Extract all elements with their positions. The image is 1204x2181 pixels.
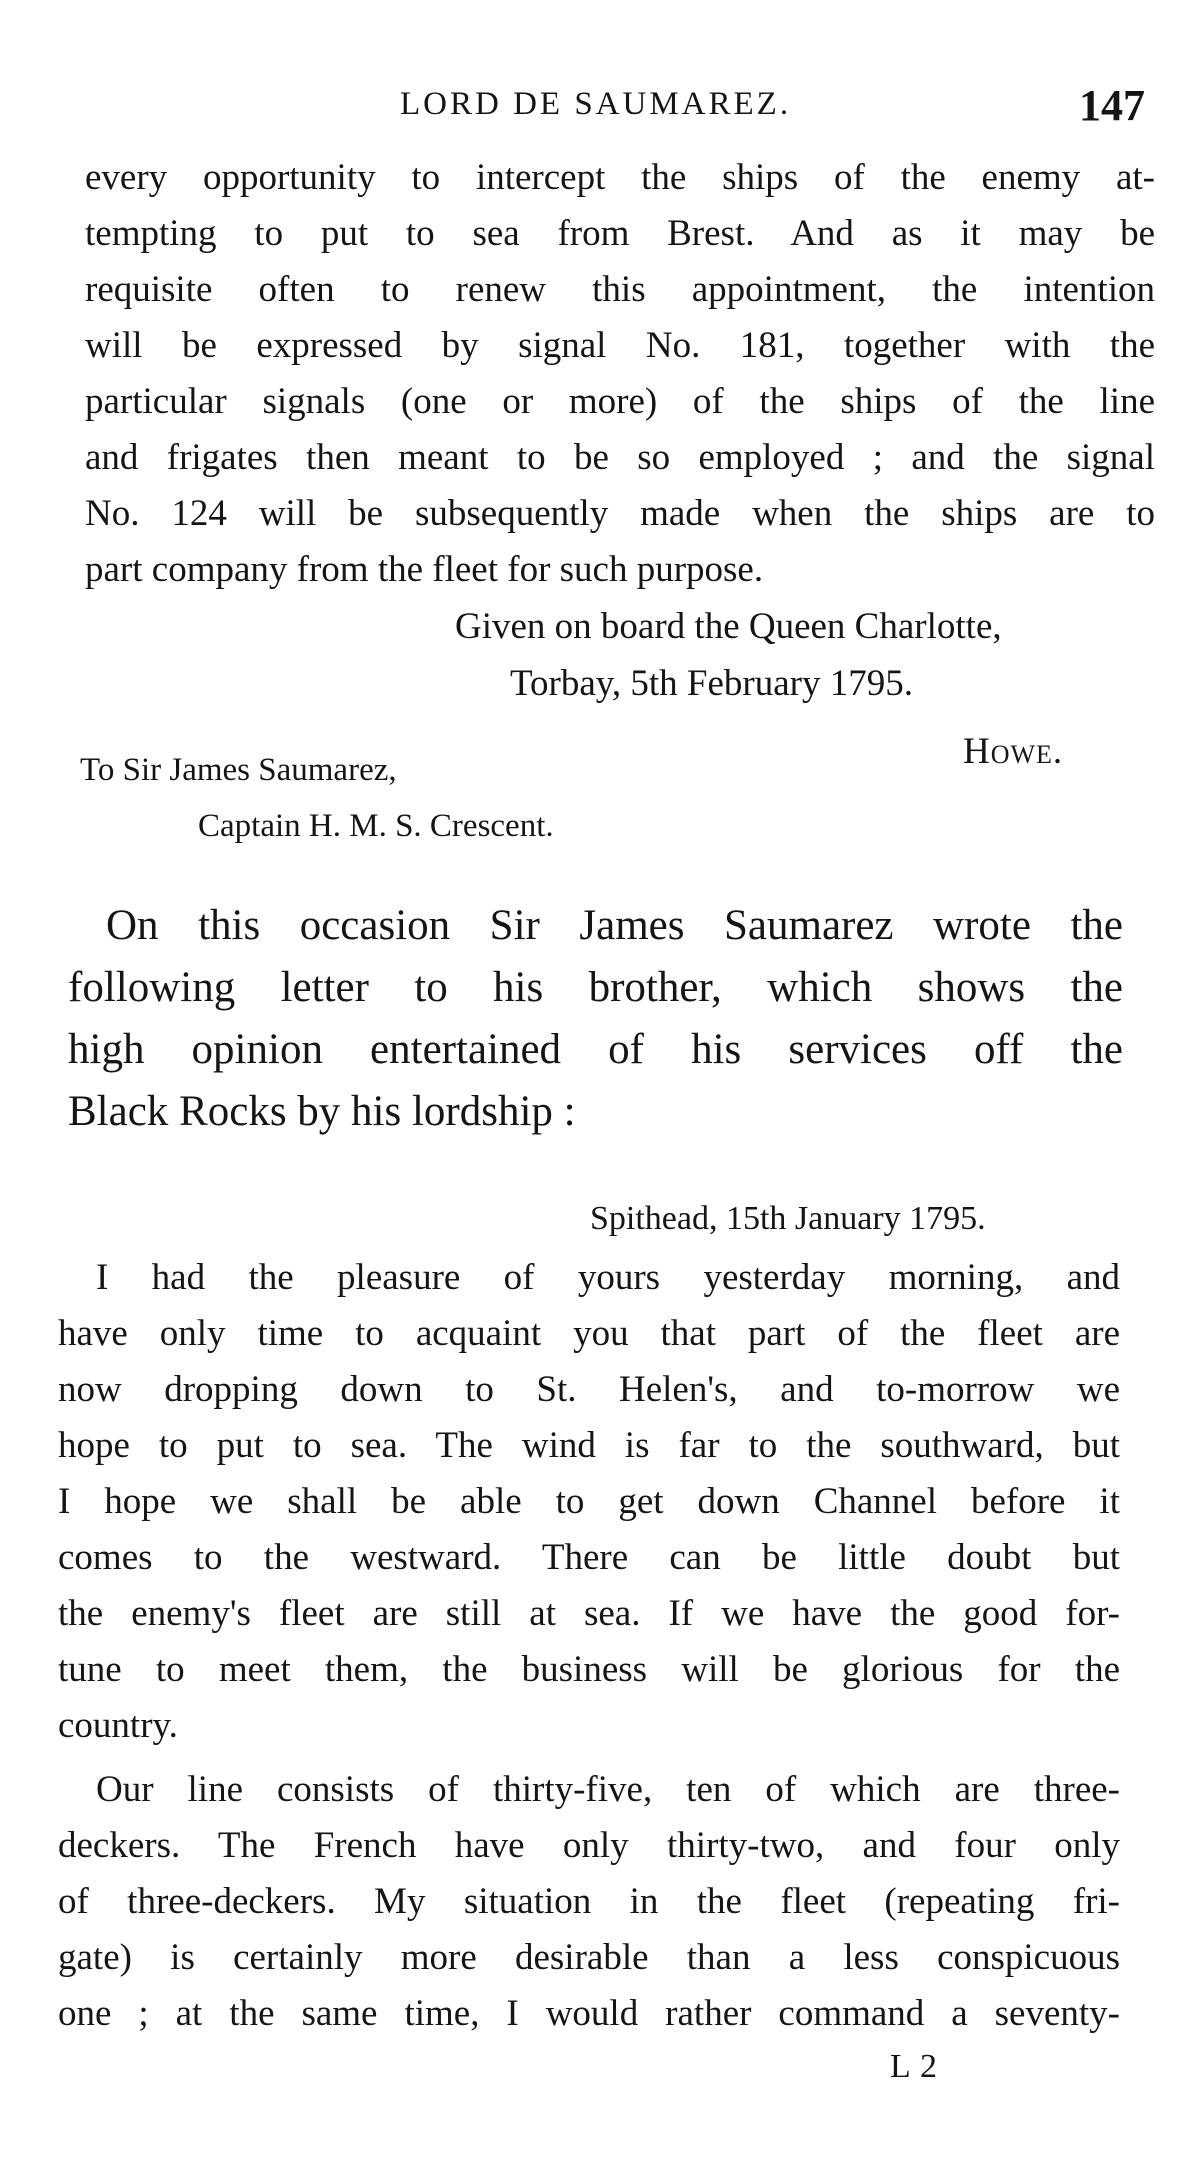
text-line: tempting to put to sea from Brest. And as it may be bbox=[85, 213, 1155, 254]
narrative-paragraph bbox=[68, 895, 1123, 1143]
dateline-date: Torbay, 5th February 1795. bbox=[510, 663, 913, 704]
letter-paragraph-1 bbox=[58, 1250, 1120, 1754]
page-header bbox=[85, 80, 1155, 140]
page-number: 147 bbox=[1079, 81, 1145, 130]
text-line: I had the pleasure of yours yesterday morning, and bbox=[96, 1257, 1120, 1298]
text-line: No. 124 will be subsequently made when the ships are to bbox=[85, 493, 1155, 534]
text-line: will be expressed by signal No. 181, together with the bbox=[85, 325, 1155, 366]
running-head: LORD DE SAUMAREZ. bbox=[400, 86, 792, 122]
text-line: every opportunity to intercept the ships of the enemy at- bbox=[85, 157, 1155, 198]
signature-mark: L 2 bbox=[890, 2048, 939, 2085]
text-line: Our line consists of thirty-five, ten of which are three- bbox=[96, 1769, 1120, 1810]
text-line: gate) is certainly more desirable than a less conspicuous bbox=[58, 1937, 1120, 1978]
text-line: particular signals (one or more) of the ships of the line bbox=[85, 381, 1155, 422]
text-line: the enemy's fleet are still at sea. If we have the good for- bbox=[58, 1593, 1120, 1634]
text-line: tune to meet them, the business will be glorious for the bbox=[58, 1649, 1120, 1690]
signature-howe: Howe. bbox=[963, 731, 1064, 772]
dateline-place: Given on board the Queen Charlotte, bbox=[455, 606, 1002, 647]
text-line: Black Rocks by his lordship : bbox=[68, 1088, 576, 1135]
order-paragraph bbox=[85, 150, 1155, 598]
letter-paragraph-2 bbox=[58, 1762, 1120, 2042]
text-line: deckers. The French have only thirty-two, and four only bbox=[58, 1825, 1120, 1866]
addressee-name: To Sir James Saumarez, bbox=[80, 752, 397, 788]
addressee-title: Captain H. M. S. Crescent. bbox=[198, 808, 554, 844]
text-line: country. bbox=[58, 1705, 178, 1746]
letter-dateline: Spithead, 15th January 1795. bbox=[590, 1200, 986, 1237]
text-line: hope to put to sea. The wind is far to the southward, but bbox=[58, 1425, 1120, 1466]
text-line: comes to the westward. There can be little doubt but bbox=[58, 1537, 1120, 1578]
text-line: high opinion entertained of his services off the bbox=[68, 1026, 1123, 1073]
text-line: now dropping down to St. Helen's, and to-morrow we bbox=[58, 1369, 1120, 1410]
text-line: part company from the fleet for such purpose. bbox=[85, 549, 764, 590]
text-line: of three-deckers. My situation in the fleet (repeating fri- bbox=[58, 1881, 1120, 1922]
text-line: requisite often to renew this appointment, the intention bbox=[85, 269, 1155, 310]
text-line: On this occasion Sir James Saumarez wrote the bbox=[106, 902, 1123, 949]
text-line: have only time to acquaint you that part of the fleet are bbox=[58, 1313, 1120, 1354]
text-line: I hope we shall be able to get down Channel before it bbox=[58, 1481, 1120, 1522]
text-line: one ; at the same time, I would rather command a seventy- bbox=[58, 1993, 1120, 2034]
text-line: and frigates then meant to be so employed ; and the signal bbox=[85, 437, 1155, 478]
text-line: following letter to his brother, which shows the bbox=[68, 964, 1123, 1011]
